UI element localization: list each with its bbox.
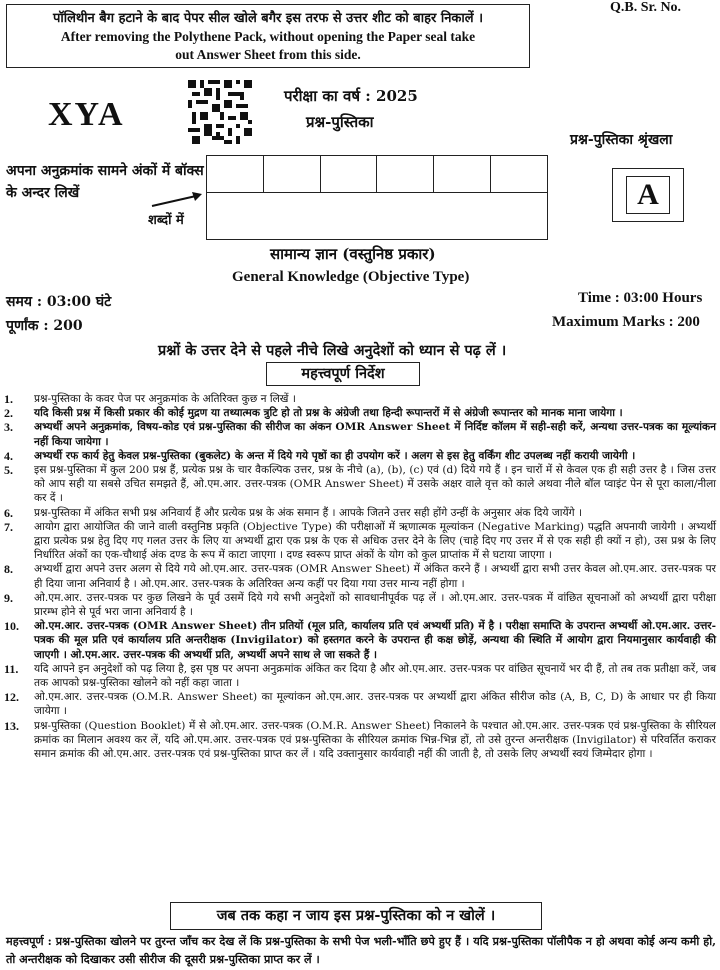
instruction-item [4,463,716,506]
instruction-text: प्रश्न-पुस्तिका (Question Booklet) में से ओ.एम.आर. उत्तर-पत्रक (O.M.R. Answer Sheet) निकालने के पश्चात ओ.एम.आर. उत्तर-पत्रक एवं प्रश्न-पुस्तिका के सीरियल क्रमांक का मिलान अवश्य कर लें, यदि ओ.एम.आर. उत्तर-पत्रक एवं प्रश्न-पुस्तिका के सीरियल क्रमांक भिन्न-भिन्न हों, तो उसे तुरन्त अन्तरीक्षक (Invigilator) से परिवर्तित कराकर समान क्रमांक की ओ.एम.आर. उत्तर-पत्रक एवं प्रश्न-पुस्तिका प्राप्त कर लें । यदि उक्तानुसार कार्यवाही नहीं की जाती है, तो उसके लिए अभ्यर्थी स्वयं जिम्मेदार होगा । [34,719,716,761]
words-label: शब्दों में [148,213,184,228]
instruction-item [4,719,716,762]
instruction-text: प्रश्न-पुस्तिका में अंकित सभी प्रश्न अनिवार्य हैं और प्रत्येक प्रश्न के अंक समान हैं । आपके जितने उत्तर सही होंगे उन्हीं के अनुसार अंक दिये जायेंगे । [34,506,582,519]
exam-year: परीक्षा का वर्ष : 2025 [284,87,418,105]
polythene-notice-box [6,4,530,68]
instruction-number: 1. [4,392,13,406]
notice-hindi: पॉलिथीन बैग हटाने के बाद पेपर सील खोले बगैर इस तरफ से उत्तर शीट को बाहर निकालें । [52,11,484,26]
roll-digit-box[interactable] [321,156,378,192]
important-instructions-heading: महत्त्वपूर्ण निर्देश [266,362,420,386]
instruction-text: अभ्यर्थी द्वारा अपने उत्तर अलग से दिये गये ओ.एम.आर. उत्तर-पत्रक (OMR Answer Sheet) में अंकित करने हैं । अभ्यर्थी द्वारा सभी उत्तर केवल ओ.एम.आर. उत्तर-पत्रक पर ही दिया जाना अनिवार्य है । ओ.एम.आर. उत्तर-पत्रक के अतिरिक्त अन्य कहीं पर दिया गया उत्तर मान्य नहीं होगा । [34,563,716,590]
instruction-text: आयोग द्वारा आयोजित की जाने वाली वस्तुनिष्ठ प्रकृति (Objective Type) की परीक्षाओं में ऋणात्मक मूल्यांकन (Negative Marking) पद्धति अपनायी जायेगी । अभ्यर्थी द्वारा प्रत्येक प्रश्न हेतु दिए गए गलत उत्तर के लिए या अभ्यर्थी द्वारा एक प्रश्न के एक से अधिक उत्तर देने के लिए (चाहे दिए गए उत्तर में से एक सही ही क्यों न हो), उस प्रश्न के लिए निर्धारित अंकों का एक-चौथाई अंक दण्ड के रूप में काटा जाएगा । दण्ड स्वरूप प्राप्त अंकों के योग को कुल प्राप्तांक में से घटाया जाएगा । [34,520,716,562]
instruction-number: 9. [4,590,13,605]
time-hindi: समय : 03:00 घंटे [6,294,112,310]
instruction-number: 11. [4,661,19,676]
instruction-item [4,520,716,563]
roll-digit-box[interactable] [434,156,491,192]
do-not-open-notice: जब तक कहा न जाय इस प्रश्न-पुस्तिका को न खोलें । [170,902,542,930]
instruction-item [4,506,716,520]
instruction-number: 6. [4,505,13,520]
instruction-item [4,591,716,619]
instruction-number: 12. [4,690,19,705]
instruction-item [4,406,716,420]
roll-number-words-box[interactable] [206,192,548,240]
booklet-label: प्रश्न-पुस्तिका [306,113,374,131]
instruction-item [4,392,716,406]
paper-code: XYA [48,96,125,133]
instructions-list [4,392,716,761]
instruction-number: 7. [4,519,13,534]
roll-digit-box[interactable] [377,156,434,192]
series-label: प्रश्न-पुस्तिका श्रृंखला [570,132,673,148]
instruction-text: अभ्यर्थी अपने अनुक्रमांक, विषय-कोड एवं प्रश्न-पुस्तिका की सीरीज का अंकन OMR Answer Sheet में निर्दिष्ट कॉलम में सही-सही करें, अन्यथा उत्तर-पत्रक का मूल्यांकन नहीं किया जायेगा । [34,421,716,448]
instruction-item [4,690,716,718]
roll-number-digit-boxes[interactable] [206,155,548,193]
series-box [612,168,684,222]
series-value: A [626,176,670,214]
instruction-number: 13. [4,718,19,733]
instruction-item [4,449,716,463]
notice-english-line2: out Answer Sheet from this side. [175,47,361,62]
instruction-item [4,420,716,448]
important-note: महत्त्वपूर्ण : प्रश्न-पुस्तिका खोलने पर तुरन्त जाँच कर देख लें कि प्रश्न-पुस्तिका के सभी पेज भली-भाँति छपे हुए हैं । यदि प्रश्न-पुस्तिका पॉलीपैक न हो अथवा कोई अन्य कमी हो, तो अन्तरीक्षक को दिखाकर उसी सीरीज की दूसरी प्रश्न-पुस्तिका प्राप्त कर लें । [6,934,716,966]
instruction-number: 2. [4,406,13,421]
marks-hindi: पूर्णांक : 200 [6,318,83,334]
instruction-text: ओ.एम.आर. उत्तर-पत्रक (O.M.R. Answer Sheet) का मूल्यांकन ओ.एम.आर. उत्तर-पत्रक पर अभ्यर्थी द्वारा अंकित सीरीज कोड (A, B, C, D) के आधार पर ही किया जायेगा । [34,691,716,718]
roll-number-label: अपना अनुक्रमांक सामने अंकों में बॉक्स के अन्दर लिखें [6,163,204,201]
instruction-number: 10. [4,619,19,634]
instruction-number: 5. [4,463,13,478]
instruction-item [4,619,716,662]
instruction-text: प्रश्न-पुस्तिका के कवर पेज पर अनुक्रमांक के अतिरिक्त कुछ न लिखें । [34,393,296,405]
instruction-text: यदि किसी प्रश्न में किसी प्रकार की कोई मुद्रण या तथ्यात्मक त्रुटि हो तो प्रश्न के अंग्रेजी तथा हिन्दी रूपान्तरों में से अंग्रेजी रूपान्तर को मानक माना जायेगा । [34,407,623,420]
roll-digit-box[interactable] [491,156,547,192]
instruction-number: 3. [4,420,13,435]
instruction-text: इस प्रश्न-पुस्तिका में कुल 200 प्रश्न हैं, प्रत्येक प्रश्न के चार वैकल्पिक उत्तर, प्रश्न के नीचे (a), (b), (c) एवं (d) दिये गये हैं । इन चारों में से केवल एक ही सही उत्तर है । जिस उत्तर को आप सही या सबसे उचित समझते हैं, ओ.एम.आर. उत्तर-पत्रक (OMR Answer Sheet) में उसके अक्षर वाले वृत्त को काले अथवा नीले बॉल प्वाइंट पेन से पूरा काला/नीला कर दें । [34,464,716,505]
instruction-number: 4. [4,448,13,463]
subject-hindi: सामान्य ज्ञान (वस्तुनिष्ठ प्रकार) [270,245,436,263]
roll-digit-box[interactable] [264,156,321,192]
instruction-text: अभ्यर्थी रफ कार्य हेतु केवल प्रश्न-पुस्तिका (बुकलेट) के अन्त में दिये गये पृष्ठों का ही उपयोग करें । अलग से इस हेतु वर्किंग शीट उपलब्ध नहीं करायी जायेगी । [34,449,636,462]
pre-instruction: प्रश्नों के उत्तर देने से पहले नीचे लिखे अनुदेशों को ध्यान से पढ़ लें । [158,342,507,359]
arrow-right-icon [150,190,204,210]
roll-digit-box[interactable] [207,156,264,192]
marks-english: Maximum Marks : 200 [552,314,700,330]
instruction-number: 8. [4,562,13,577]
subject-english: General Knowledge (Objective Type) [232,269,470,285]
qr-code-icon [188,80,252,144]
instruction-item [4,662,716,690]
instruction-item [4,562,716,590]
notice-english-line1: After removing the Polythene Pack, without opening the Paper seal take [60,29,476,44]
instruction-text: यदि आपने इन अनुदेशों को पढ़ लिया है, इस पृष्ठ पर अपना अनुक्रमांक अंकित कर दिया है और ओ.एम.आर. उत्तर-पत्रक पर वांछित सूचनायें भर दी हैं, तो तब तक प्रतीक्षा करें, जब तक आपको प्रश्न-पुस्तिका खोलने को नहीं कहा जाता । [34,662,716,690]
instruction-text: ओ.एम.आर. उत्तर-पत्रक (OMR Answer Sheet) तीन प्रतियों (मूल प्रति, कार्यालय प्रति एवं अभ्यर्थी प्रति) में है । परीक्षा समाप्ति के उपरान्त अभ्यर्थी ओ.एम.आर. उत्तर-पत्रक की मूल प्रति एवं कार्यालय प्रति अन्तरीक्षक (Invigilator) को हस्तगत करने के उपरान्त ही कक्ष छोड़ें, अन्यथा की स्थिति में आयोग द्वारा नियमानुसार कार्यवाही की जाएगी । ओ.एम.आर. उत्तर-पत्रक की अभ्यर्थी प्रति, अभ्यर्थी अपने साथ ले जा सकते हैं । [34,620,716,661]
instruction-text: ओ.एम.आर. उत्तर-पत्रक पर कुछ लिखने के पूर्व उसमें दिये गये सभी अनुदेशों को सावधानीपूर्वक पढ़ लें । ओ.एम.आर. उत्तर-पत्रक में वांछित सूचनाओं को अभ्यर्थी द्वारा परीक्षा प्रारम्भ होने से पूर्व भरा जाना अनिवार्य है । [34,591,716,619]
time-english: Time : 03:00 Hours [578,290,703,306]
qb-serial-label: Q.B. Sr. No. [610,0,682,15]
